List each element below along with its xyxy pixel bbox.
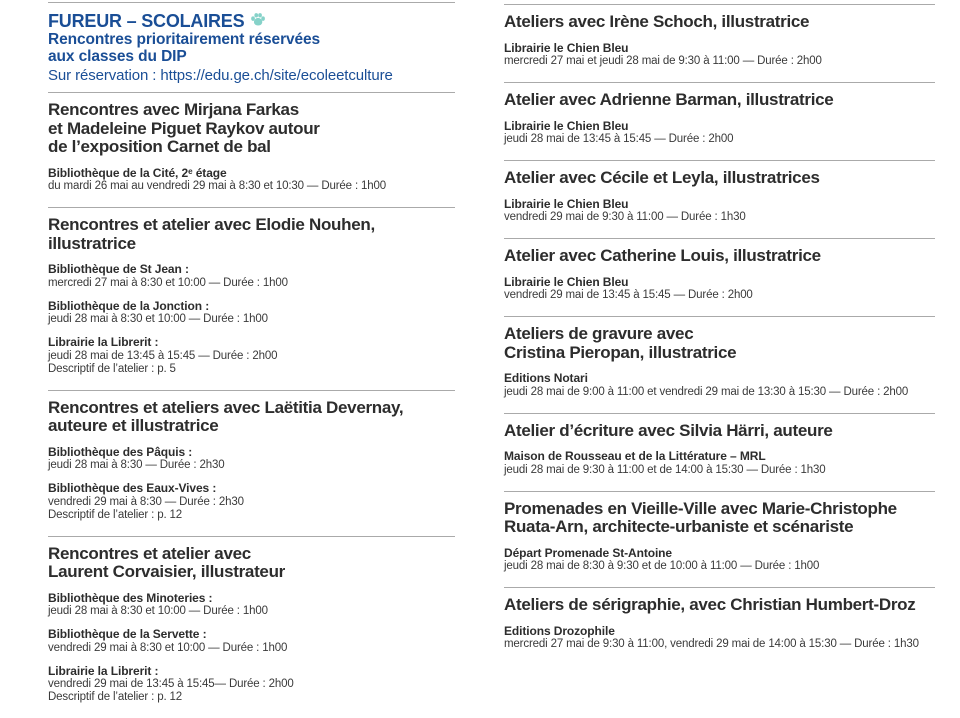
- event-title: [48, 101, 455, 157]
- venue-name: Bibliothèque de St Jean :: [48, 262, 189, 276]
- event-title: [48, 399, 455, 436]
- event-title: [504, 13, 935, 32]
- venue-name: Librairie la Librerit :: [48, 335, 159, 349]
- event-entry: [48, 300, 455, 327]
- event-entry: [48, 592, 455, 619]
- event-title: [504, 596, 935, 615]
- schedule-line: jeudi 28 mai de 13:45 à 15:45 — Durée : 2h00: [504, 133, 734, 145]
- schedule-line: vendredi 29 mai à 8:30 et 10:00 — Durée : 1h00: [48, 641, 288, 654]
- header-top-divider: [48, 2, 455, 3]
- event-section: [48, 207, 455, 376]
- reservation-link[interactable]: https://edu.ge.ch/site/ecoleetculture: [160, 67, 393, 84]
- venue-name: Librairie le Chien Bleu: [504, 118, 629, 133]
- venue-name: Bibliothèque de la Cité, 2ᵉ étage: [48, 165, 227, 180]
- schedule-line: jeudi 28 mai à 8:30 — Durée : 2h30: [48, 459, 225, 471]
- event-title-line: Cristina Pieropan, illustratrice: [504, 342, 737, 362]
- event-title: [504, 422, 935, 441]
- event-entry: [48, 167, 455, 194]
- event-title-line: Promenades en Vieille-Ville avec Marie-Christophe: [504, 498, 897, 518]
- venue-name: Librairie le Chien Bleu: [504, 274, 629, 289]
- section-divider: [48, 207, 455, 208]
- event-section: [504, 316, 935, 399]
- reservation-label: Sur réservation :: [48, 67, 161, 84]
- schedule-line: mercredi 27 mai et jeudi 28 mai de 9:30 à 11:00 — Durée : 2h00: [504, 55, 822, 67]
- schedule-line: jeudi 28 mai à 8:30 et 10:00 — Durée : 1h00: [48, 313, 268, 325]
- event-title: [504, 500, 935, 537]
- event-section: [48, 536, 455, 705]
- event-title-line: Rencontres et atelier avec Elodie Nouhen,: [48, 215, 375, 234]
- schedule-line: vendredi 29 mai de 13:45 à 15:45— Durée : 2h00: [48, 678, 294, 690]
- event-title-line: et Madeleine Piguet Raykov autour: [48, 118, 320, 138]
- event-entry: [504, 372, 935, 399]
- schedule-line: Descriptif de l’atelier : p. 12: [48, 691, 183, 703]
- event-entry: [48, 263, 455, 290]
- event-entry: [48, 628, 455, 655]
- event-title: [48, 216, 455, 253]
- venue-name: Editions Notari: [504, 371, 588, 385]
- event-title: [504, 169, 935, 188]
- schedule-line: Descriptif de l’atelier : p. 12: [48, 508, 183, 521]
- section-divider: [504, 491, 935, 492]
- reservation-line: [48, 66, 455, 85]
- venue-name: Editions Drozophile: [504, 623, 615, 638]
- event-title-line: Rencontres et atelier avec: [48, 543, 251, 563]
- venue-name: Bibliothèque des Pâquis :: [48, 444, 193, 459]
- section-divider: [504, 4, 935, 5]
- event-title-line: Atelier avec Catherine Louis, illustratrice: [504, 246, 821, 265]
- section-divider: [504, 160, 935, 161]
- schedule-line: mercredi 27 mai à 8:30 et 10:00 — Durée : 1h00: [48, 276, 288, 289]
- venue-name: Librairie la Librerit :: [48, 663, 159, 678]
- event-title: [504, 91, 935, 110]
- event-title-line: illustratrice: [48, 233, 136, 253]
- paw-icon: [251, 10, 265, 30]
- schedule-line: jeudi 28 mai de 9:30 à 11:00 et de 14:00 à 15:30 — Durée : 1h30: [504, 463, 826, 476]
- section-divider: [504, 238, 935, 239]
- header-subtitle-line: aux classes du DIP: [48, 48, 187, 65]
- event-entry: [504, 547, 935, 574]
- event-entry: [504, 120, 935, 147]
- venue-name: Bibliothèque de la Servette :: [48, 627, 207, 641]
- event-title-line: auteure et illustratrice: [48, 416, 219, 435]
- section-divider: [504, 316, 935, 317]
- event-entry: [504, 625, 935, 652]
- event-entry: [504, 42, 935, 69]
- section-divider: [504, 82, 935, 83]
- event-section: [504, 413, 935, 477]
- event-section: [48, 92, 455, 193]
- venue-name: Bibliothèque des Minoteries :: [48, 590, 213, 605]
- event-section: [504, 238, 935, 302]
- schedule-line: vendredi 29 mai de 9:30 à 11:00 — Durée : 1h30: [504, 211, 746, 223]
- event-entry: [504, 276, 935, 303]
- event-title-line: Atelier avec Adrienne Barman, illustratrice: [504, 90, 834, 109]
- page-title: [48, 11, 455, 31]
- section-divider: [504, 413, 935, 414]
- program-header: [48, 2, 455, 85]
- event-section: [48, 390, 455, 522]
- event-title: [504, 247, 935, 266]
- venue-name: Bibliothèque de la Jonction :: [48, 298, 210, 313]
- page-title-text: FUREUR – SCOLAIRES: [48, 11, 245, 31]
- header-subtitle-line: Rencontres prioritairement réservées: [48, 31, 321, 48]
- section-divider: [48, 390, 455, 391]
- venue-name: Librairie le Chien Bleu: [504, 40, 629, 55]
- section-divider: [48, 536, 455, 537]
- event-title: [504, 325, 935, 362]
- section-divider: [504, 587, 935, 588]
- event-entry: [504, 450, 935, 477]
- schedule-line: jeudi 28 mai de 8:30 à 9:30 et de 10:00 à 11:00 — Durée : 1h00: [504, 560, 820, 572]
- event-title-line: Atelier d’écriture avec Silvia Härri, auteure: [504, 420, 833, 440]
- event-entry: [48, 482, 455, 522]
- event-title-line: Ateliers de sérigraphie, avec Christian Humbert-Droz: [504, 595, 916, 614]
- schedule-line: jeudi 28 mai de 9:00 à 11:00 et vendredi 29 mai de 13:30 à 15:30 — Durée : 2h00: [504, 385, 909, 398]
- schedule-line: mercredi 27 mai de 9:30 à 11:00, vendredi 29 mai de 14:00 à 15:30 — Durée : 1h30: [504, 638, 919, 650]
- left-column: [48, 2, 455, 718]
- schedule-line: du mardi 26 mai au vendredi 29 mai à 8:30 et 10:30 — Durée : 1h00: [48, 180, 387, 192]
- schedule-line: vendredi 29 mai de 13:45 à 15:45 — Durée : 2h00: [504, 289, 753, 301]
- event-title-line: Ateliers avec Irène Schoch, illustratrice: [504, 12, 810, 31]
- venue-name: Départ Promenade St-Antoine: [504, 545, 672, 560]
- event-title-line: Ruata-Arn, architecte-urbaniste et scénariste: [504, 517, 854, 536]
- event-title: [48, 545, 455, 582]
- section-divider: [48, 92, 455, 93]
- venue-name: Maison de Rousseau et de la Littérature – MRL: [504, 449, 766, 463]
- event-title-line: de l’exposition Carnet de bal: [48, 137, 271, 156]
- event-section: [504, 491, 935, 574]
- schedule-line: Descriptif de l’atelier : p. 5: [48, 362, 176, 375]
- event-title-line: Ateliers de gravure avec: [504, 324, 694, 343]
- event-section: [504, 587, 935, 651]
- event-entry: [48, 336, 455, 376]
- event-title-line: Laurent Corvaisier, illustrateur: [48, 562, 285, 581]
- event-section: [504, 160, 935, 224]
- venue-name: Bibliothèque des Eaux-Vives :: [48, 481, 217, 495]
- venue-name: Librairie le Chien Bleu: [504, 196, 629, 211]
- right-column: [504, 4, 935, 665]
- event-entry: [504, 198, 935, 225]
- event-section: [504, 82, 935, 146]
- schedule-line: jeudi 28 mai à 8:30 et 10:00 — Durée : 1h00: [48, 605, 268, 617]
- schedule-line: jeudi 28 mai de 13:45 à 15:45 — Durée : 2h00: [48, 349, 278, 362]
- schedule-line: vendredi 29 mai à 8:30 — Durée : 2h30: [48, 495, 244, 508]
- header-subtitle: [48, 31, 455, 65]
- event-title-line: Rencontres et ateliers avec Laëtitia Devernay,: [48, 397, 404, 417]
- event-section: [504, 4, 935, 68]
- event-entry: [48, 665, 455, 705]
- event-entry: [48, 446, 455, 473]
- event-title-line: Rencontres avec Mirjana Farkas: [48, 100, 299, 119]
- event-title-line: Atelier avec Cécile et Leyla, illustratrices: [504, 168, 820, 187]
